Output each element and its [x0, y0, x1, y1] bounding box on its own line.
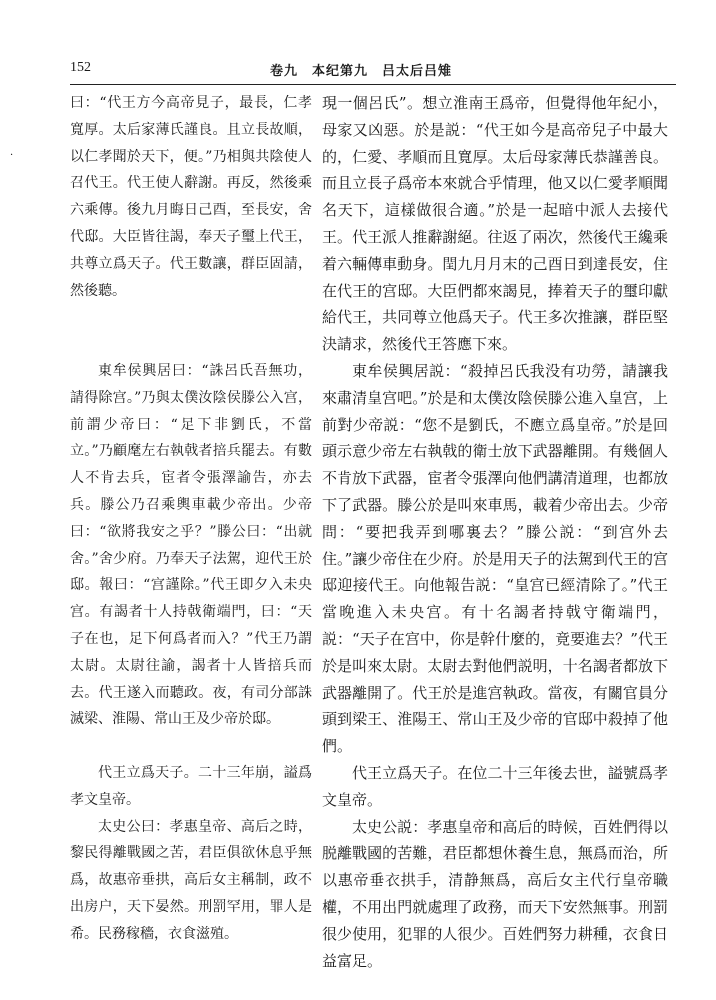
translation-column [322, 90, 668, 974]
classical-paragraph-1: 曰：“代王方今高帝見子，最長，仁孝寬厚。太后家薄氏謹良。且立長故順，以仁孝聞於天下，便。”乃相與共陰使人召代王。代王使人辭謝。再反，然後乘六乘傳。後九月晦日己酉，至長安，舍代邸。大臣皆往謁，奉天子璽上代王，共尊立爲天子。代王數讓，群臣固請，然後聽。 [70, 95, 312, 299]
classical-paragraph-2: 東牟侯興居曰：“誅呂氏吾無功，請得除宫。”乃與太僕汝陰侯滕公入宫，前謂少帝曰：“足下非劉氏，不當立。”乃顧麾左右執戟者掊兵罷去。有數人不肯去兵，宦者令張澤諭告，亦去兵。滕公乃召乘輿車載少帝出。少帝曰：“欲將我安之乎？”滕公曰：“出就舍。”舍少府。乃奉天子法駕，迎代王於邸。報曰：“宫謹除。”代王即夕入未央宫。有謁者十人持戟衛端門，曰：“天子在也，足下何爲者而入？”代王乃謂太尉。太尉往諭，謁者十人皆掊兵而去。代王遂入而聽政。夜，有司分部誅滅梁、淮陽、常山王及少帝於邸。 [70, 362, 312, 728]
header-rule [70, 84, 676, 85]
translation-paragraph-1: 現一個呂氏”。想立淮南王爲帝，但覺得他年紀小，母家又凶惡。於是説：“代王如今是高帝兒子中最大的，仁愛、孝順而且寬厚。太后母家薄氏恭謹善良。而且立長子爲帝本來就合乎情理，他又以仁愛孝順聞名天下，這樣做很合適。”於是一起暗中派人去接代王。代王派人推辭謝絕。往返了兩次，然後代王纔乘着六輛傳車動身。閏九月月末的己酉日到達長安，住在代王的宫邸。大臣們都來謁見，捧着天子的璽印獻給代王，共同尊立他爲天子。代王多次推讓，群臣堅決請求，然後代王答應下來。 [322, 94, 668, 354]
translation-paragraph-3: 代王立爲天子。在位二十三年後去世，謚號爲孝文皇帝。 [322, 763, 668, 809]
classical-text-column [70, 90, 312, 948]
spacer [70, 304, 312, 358]
classical-paragraph-3: 代王立爲天子。二十三年崩，謚爲孝文皇帝。 [70, 764, 312, 808]
classical-paragraph-4: 太史公曰：孝惠皇帝、高后之時，黎民得離戰國之苦，君臣俱欲休息乎無爲，故惠帝垂拱，高后女主稱制，政不出房户，天下晏然。刑罰罕用，罪人是希。民務稼穡，衣食滋殖。 [70, 818, 312, 942]
translation-paragraph-2: 東牟侯興居説：“殺掉呂氏我没有功勞，請讓我來肅清皇宫吧。”於是和太僕汝陰侯滕公進入皇宫，上前對少帝説：“您不是劉氏，不應立爲皇帝。”於是回頭示意少帝左右執戟的衛士放下武器離開。有幾個人不肯放下武器，宦者令張澤向他們講清道理，也都放下了武器。滕公於是叫來車馬，載着少帝出去。少帝問：“要把我弄到哪裏去？”滕公説：“到宫外去住。”讓少帝住在少府。於是用天子的法駕到代王的宫邸迎接代王。向他報告説：“皇宫已經清除了。”代王當晚進入未央宫。有十名謁者持戟守衛端門，説：“天子在宫中，你是幹什麼的，竟要進去？”代王於是叫來太尉。太尉去對他們説明，十名謁者都放下武器離開了。代王於是進宫執政。當夜，有關官員分頭到梁王、淮陽王、常山王及少帝的官邸中殺掉了他們。 [322, 361, 668, 756]
running-head: 卷九 本纪第九 吕太后吕雉 [270, 64, 453, 79]
margin-mark: · [10, 150, 14, 161]
page-number: 152 [70, 60, 91, 75]
page-header [70, 60, 676, 82]
translation-paragraph-4: 太史公説：孝惠皇帝和高后的時候，百姓們得以脱離戰國的苦難，君臣都想休養生息，無爲而治，所以惠帝垂衣拱手，清静無爲，高后女主代行皇帝職權，不用出門就處理了政務，而天下安然無事。刑罰很少使用，犯罪的人很少。百姓們努力耕種，衣食日益富足。 [322, 817, 668, 970]
spacer [70, 733, 312, 760]
